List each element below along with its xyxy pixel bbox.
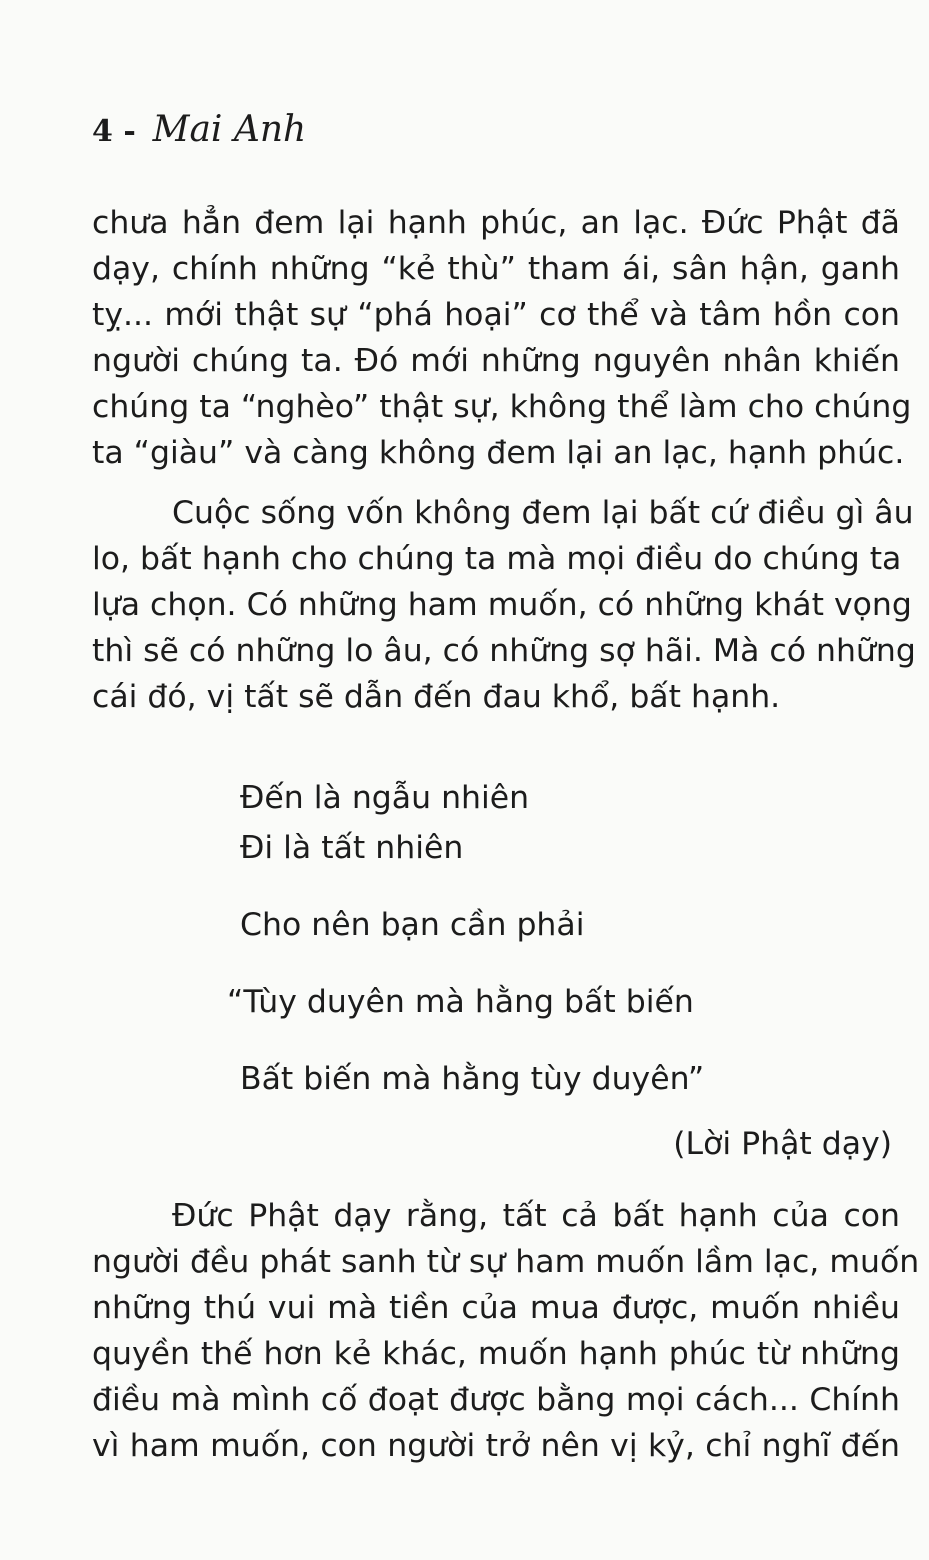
text-line: lo, bất hạnh cho chúng ta mà mọi điều do chúng ta	[92, 541, 902, 577]
text-line: điều mà mình cố đoạt được bằng mọi cách... Chính	[92, 1382, 900, 1418]
text-line: cái đó, vị tất sẽ dẫn đến đau khổ, bất hạnh.	[92, 679, 781, 715]
text-line: người đều phát sanh từ sự ham muốn lầm lạc, muốn	[92, 1244, 920, 1280]
text-line: những thú vui mà tiền của mua được, muốn nhiều	[92, 1290, 900, 1326]
text-line: ta “giàu” và càng không đem lại an lạc, hạnh phúc.	[92, 435, 905, 471]
text-line: người chúng ta. Đó mới những nguyên nhân khiến	[92, 343, 900, 379]
author-name: Mai Anh	[152, 109, 307, 150]
text-line: chưa hẳn đem lại hạnh phúc, an lạc. Đức Phật đã	[92, 205, 900, 241]
verse-line-1: Đến là ngẫu nhiên	[240, 780, 530, 816]
verse-line-5: Bất biến mà hằng tùy duyên”	[240, 1061, 705, 1097]
text-line: Cuộc sống vốn không đem lại bất cứ điều gì âu	[172, 495, 914, 531]
verse-line-4: “Tùy duyên mà hằng bất biến	[227, 984, 694, 1020]
text-line: Đức Phật dạy rằng, tất cả bất hạnh của con	[172, 1198, 900, 1234]
text-line: chúng ta “nghèo” thật sự, không thể làm cho chúng	[92, 389, 912, 425]
quote-attribution: (Lời Phật dạy)	[673, 1126, 892, 1162]
text-line: quyền thế hơn kẻ khác, muốn hạnh phúc từ những	[92, 1336, 900, 1372]
paragraph-1	[92, 200, 912, 476]
page-header	[92, 110, 306, 152]
paragraph-2	[92, 490, 916, 720]
verse-line-2: Đi là tất nhiên	[240, 830, 464, 866]
text-line: thì sẽ có những lo âu, có những sợ hãi. Mà có những	[92, 633, 916, 669]
page-number: 4 -	[92, 114, 136, 149]
verse-line-3: Cho nên bạn cần phải	[240, 907, 585, 943]
text-line: vì ham muốn, con người trở nên vị kỷ, chỉ nghĩ đến	[92, 1428, 900, 1464]
text-line: tỵ... mới thật sự “phá hoại” cơ thể và tâm hồn con	[92, 297, 900, 333]
text-line: dạy, chính những “kẻ thù” tham ái, sân hận, ganh	[92, 251, 900, 287]
text-line: lựa chọn. Có những ham muốn, có những khát vọng	[92, 587, 912, 623]
paragraph-3	[92, 1193, 920, 1469]
